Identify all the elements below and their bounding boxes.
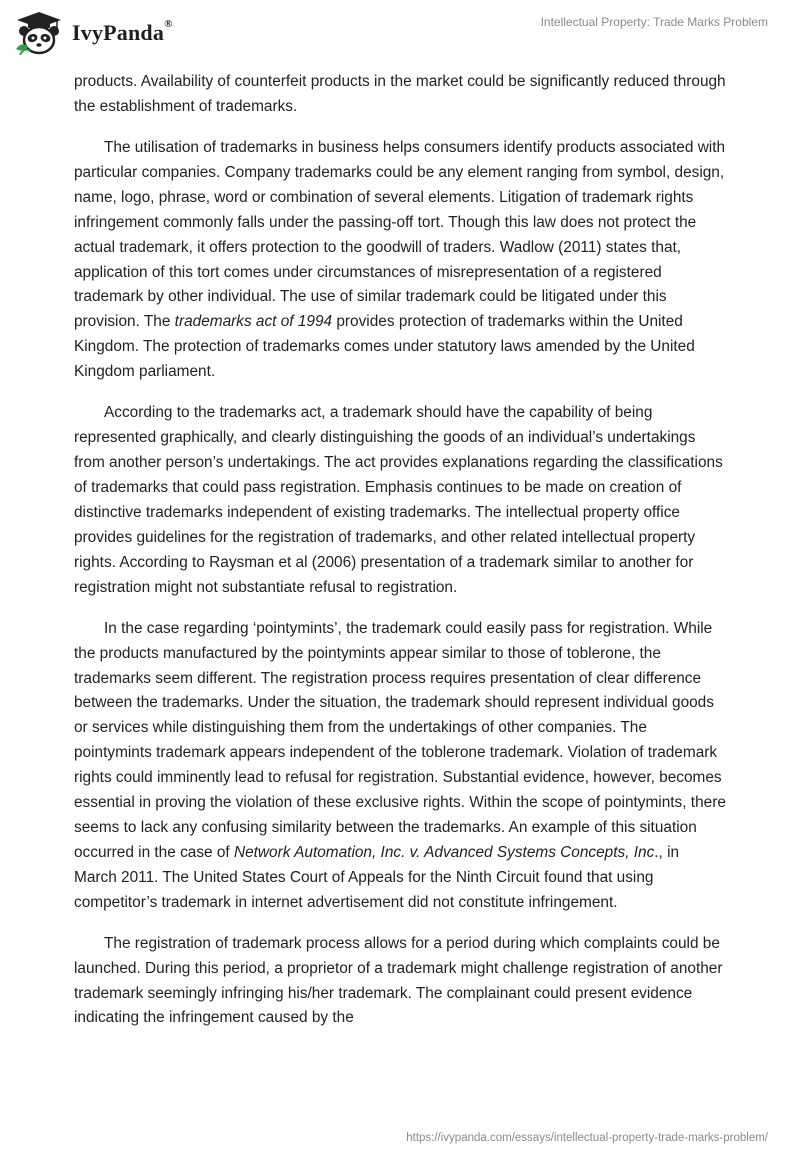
brand-name: IvyPanda® bbox=[72, 18, 173, 45]
essay-body bbox=[74, 70, 726, 1048]
case-citation: Network Automation, Inc. v. Advanced Systems Concepts, Inc bbox=[233, 843, 655, 861]
statute-citation: trademarks act of 1994 bbox=[174, 313, 333, 331]
paragraph-continued: products. Availability of counterfeit products in the market could be significantly reduced through the establishment of trademarks. bbox=[74, 73, 726, 115]
brand-logo[interactable] bbox=[14, 10, 173, 56]
source-url[interactable]: https://ivypanda.com/essays/intellectual-property-trade-marks-problem/ bbox=[406, 1132, 768, 1144]
paragraph-registration: The registration of trademark process allows for a period during which complaints could be launched. During this period, a proprietor of a trademark might challenge registration of another trademark seemingly infringing his/her trademark. The complainant could present evidence indicating the infringement caused by the bbox=[74, 934, 723, 1027]
paragraph-pointymints: In the case regarding ‘pointymints’, the trademark could easily pass for registration. While the products manufactured by the pointymints appear similar to those of toblerone, the trademarks seem different. The registration process requires presentation of clear difference between the trademarks. Under the situation, the trademark should represent individual goods or services while distinguishing them from the undertakings of other companies. The pointymints trademark appears independent of the toblerone trademark. Violation of trademark rights could imminently lead to refusal for registration. Substantial evidence, however, becomes essential in proving the violation of these exclusive rights. Within the scope of pointymints, there seems to lack any confusing similarity between the trademarks. An example of this situation occurred in the case of Network Automation, Inc. v. Advanced Systems Concepts, Inc., in March 2011. The United States Court of Appeals for the Ninth Circuit found that using competitor’s trademark in internet advertisement did not constitute infringement. bbox=[74, 619, 726, 911]
document-title: Intellectual Property: Trade Marks Problem bbox=[540, 15, 768, 29]
panda-graduate-icon bbox=[14, 11, 64, 55]
paragraph-utilisation: The utilisation of trademarks in business helps consumers identify products associated with particular companies. Company trademarks could be any element ranging from symbol, design, name, logo, phrase, word or combination of several elements. Litigation of trademark rights infringement commonly falls under the passing-off tort. Though this law does not protect the actual trademark, it offers protection to the goodwill of traders. Wadlow (2011) states that, application of this tort comes under circumstances of misrepresentation of a registered trademark by other individual. The use of similar trademark could be litigated under this provision. The trademarks act of 1994 provides protection of trademarks within the United Kingdom. The protection of trademarks comes under statutory laws amended by the United Kingdom parliament. bbox=[74, 139, 726, 381]
page-header bbox=[0, 0, 800, 70]
paragraph-trademarks-act: According to the trademarks act, a trademark should have the capability of being represented graphically, and clearly distinguishing the goods of an individual’s undertakings from another person’s undertakings. The act provides explanations regarding the classifications of trademarks that could pass registration. Emphasis continues to be made on creation of distinctive trademarks independent of existing trademarks. The intellectual property office provides guidelines for the registration of trademarks, and other related intellectual property rights. According to Raysman et al (2006) presentation of a trademark similar to another for registration might not substantiate refusal to registration. bbox=[74, 404, 723, 596]
